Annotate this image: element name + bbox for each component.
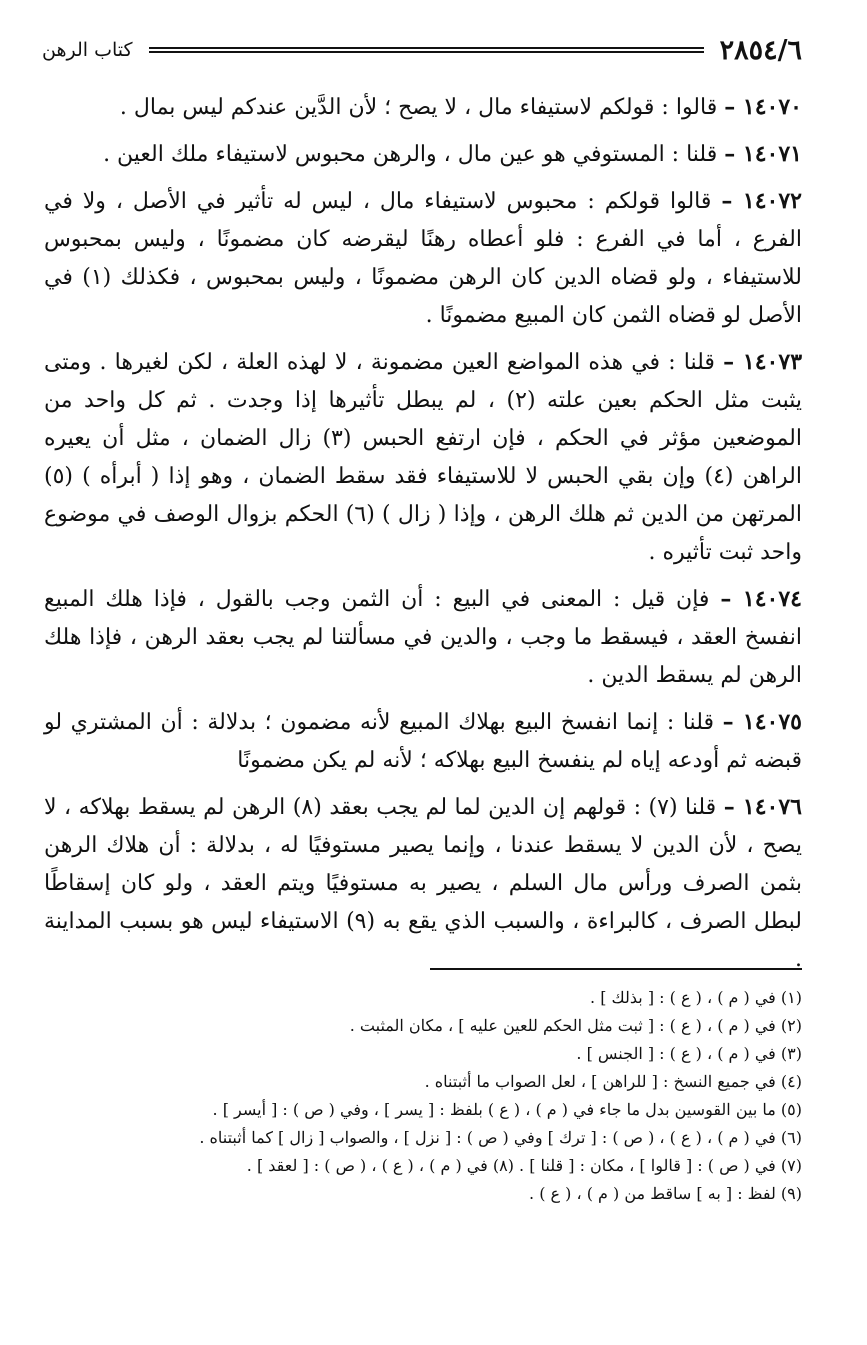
paragraph-number: ١٤٠٧١ – [724,141,802,167]
main-text [44,88,802,987]
paragraph-text: قالوا : قولكم لاستيفاء مال ، لا يصح ؛ لأن الدَّين عندكم ليس بمال . [119,95,718,120]
footnote: (٥) ما بين القوسين بدل ما جاء في ( م ) ، ( ع ) بلفظ : [ يسر ] ، وفي ( ص ) : [ أيسر ] . [212,1100,802,1119]
page-header [42,32,802,68]
paragraph [44,88,802,127]
paragraph-number: ١٤٠٧٦ – [723,794,802,820]
paragraph [44,788,802,979]
book-title: كتاب الرهن [42,39,133,61]
paragraph [44,182,802,335]
footnotes [100,984,802,1208]
paragraph-text: قلنا : إنما انفسخ البيع بهلاك المبيع لأنه مضمون ؛ بدلالة : أن المشتري لو قبضه ثم أودعه إياه لم ينفسخ البيع بهلاكه ؛ لأنه لم يكن مضمونًا [44,710,802,773]
paragraph-text: قالوا قولكم : محبوس لاستيفاء مال ، ليس له تأثير في الأصل ، ولا في الفرع ، أما في الفرع : فلو أعطاه رهنًا ليقرضه كان مضمونًا ، وليس بمحبوس للاستيفاء ، ولو قضاه الدين كان الرهن مضمونًا ، وليس بمحبوس ، فكذلك (١) في الأصل لو قضاه الثمن كان المبيع مضمونًا . [44,189,802,328]
paragraph-text: قلنا : المستوفي هو عين مال ، والرهن محبوس لاستيفاء ملك العين . [103,142,718,167]
footnote: (٦) في ( م ) ، ( ع ) ، ( ص ) : [ ترك ] وفي ( ص ) : [ نزل ] ، والصواب [ زال ] كما أثبتناه . [199,1128,802,1147]
page-number: ٢٨٥٤/٦ [719,34,802,66]
footnote: (٢) في ( م ) ، ( ع ) : [ ثبت مثل الحكم للعين عليه ] ، مكان المثبت . [349,1016,802,1035]
footnote: (٧) في ( ص ) : [ قالوا ] ، مكان : [ قلنا ] . (٨) في ( م ) ، ( ع ) ، ( ص ) : [ لعقد ] . [246,1156,802,1175]
footnote: (٣) في ( م ) ، ( ع ) : [ الجنس ] . [576,1044,802,1063]
paragraph [44,343,802,572]
paragraph [44,703,802,780]
paragraph-number: ١٤٠٧٠ – [724,94,802,120]
paragraph-text: فإن قيل : المعنى في البيع : أن الثمن وجب بالقول ، فإذا هلك المبيع انفسخ العقد ، فيسقط ما وجب ، والدين في مسألتنا لم يجب بعقد الرهن ، فإذا هلك الرهن لم يسقط الدين . [44,587,802,688]
paragraph-text: قلنا (٧) : قولهم إن الدين لما لم يجب بعقد (٨) الرهن لم يسقط بهلاكه ، لا يصح ، لأن الدين لا يسقط عندنا ، وإنما يصير مستوفيًا له ، بدلالة : أن هلاك الرهن بثمن الصرف ورأس مال السلم ، يصير به مستوفيًا ويتم العقد ، ولو كان إسقاطًا لبطل الصرف ، كالبراءة ، والسبب الذي يقع به (٩) الاستيفاء ليس هو بسبب المداينة . [44,795,802,972]
paragraph-number: ١٤٠٧٢ – [721,188,802,214]
paragraph [44,135,802,174]
paragraph-number: ١٤٠٧٥ – [722,709,802,735]
header-rule [149,47,704,53]
paragraph-number: ١٤٠٧٤ – [720,586,802,612]
footnote-separator [430,968,802,970]
footnote: (١) في ( م ) ، ( ع ) : [ بذلك ] . [590,988,802,1007]
footnote: (٤) في جميع النسخ : [ للراهن ] ، لعل الصواب ما أثبتناه . [424,1072,802,1091]
footnote: (٩) لفظ : [ به ] ساقط من ( م ) ، ( ع ) . [529,1184,802,1203]
paragraph-text: قلنا : في هذه المواضع العين مضمونة ، لا لهذه العلة ، لكن لغيرها . ومتى يثبت مثل الحكم بعين علته (٢) ، لم يبطل تأثيرها إذا وجدت . ثم كل واحد من الموضعين مؤثر في الحكم ، فإن ارتفع الحبس (٣) زال الضمان ، مثل أن يعيره الراهن (٤) وإن بقي الحبس لا للاستيفاء فقد سقط الضمان ، وهو إذا ( أبرأه ) (٥) المرتهن من الدين ثم هلك الرهن ، وإذا ( زال ) (٦) الحكم بزوال الوصف في موضوع واحد ثبت تأثيره . [44,350,802,565]
paragraph [44,580,802,695]
paragraph-number: ١٤٠٧٣ – [723,349,803,375]
